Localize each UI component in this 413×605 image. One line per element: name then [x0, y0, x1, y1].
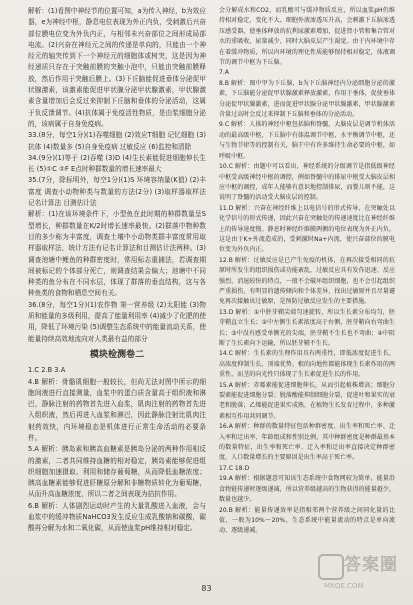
answer-paragraph: 34.(9分)(1)等于 (2)吞噬 (3)D (4)生长素能促进细胞伸长生长 (5)①C ②F E点时种群数量的增长速率最大 — [28, 153, 206, 174]
answer-paragraph: 解析：(1)看图中神经节的位置可知，a为传入神经，b为效应器，e为神经中枢，静息电位表现为外正内负，受刺激后兴奋部位膜电位变为外负内正，与相邻未兴奋部位之间形成局部电流。(2)兴奋在神经元之间的传递是单向的，只能由一个神经元的轴突传到下一个神经元的细胞体或树突，这是因为神经递质只存在于突触前膜的突触小泡中，只能由突触前膜释放，然后作用于突触后膜上。(3)下丘脑能促进垂体分泌促甲状腺激素，该激素能促进甲状腺分泌甲状腺激素，甲状腺激素含量增加后会反过来抑制下丘脑和垂体的分泌活动，这属于负反馈调节。(4)抗体属于免疫活性物质，是由浆细胞分泌的，该病属于自身免疫病。 — [28, 7, 206, 128]
right-column — [219, 6, 395, 537]
answer-paragraph: 15.A 解析：赤霉素能促进细胞伸长，从而引起植株增高；细胞分裂素能促进细胞分裂；脱落酸能抑制细胞分裂，促进叶和果实的衰老和脱落；乙烯能促进果实成熟，在植物生长发育过程中，多种激素相互作用共同调节。 — [219, 381, 395, 420]
answer-paragraph: 解析：(1)在该环境条件下，小型鱼在此时期的种群数量呈S型增长，种群数量在K/2时增长速率最快。(2)群落中物种数目的多少称为丰富度，调查土壤中小动物类群丰富度常用取样器取样法，统计方法有记名计算法和目测估计法两种。(3)调查池塘中鲤鱼的种群密度时，常用标志重捕法，若调查期间被标记的个体部分死亡，则调查结果会偏大；池塘中不同种类的鱼分布在不同水层，体现了群落的垂直结构，这与各种鱼类的食物和栖息空间有关。 — [28, 210, 206, 298]
answer-paragraph: 1.C 2.B 3.A — [28, 366, 66, 375]
answer-paragraph: 33.(8分，每空1分)(1)吞噬细胞 (2)效应T细胞 记忆细胞 (3)抗体 (4)数量多 (5)自身免疫病 过敏反应 (6)监控和清除 — [28, 131, 206, 151]
answer-paragraph: 19.A 解析：根据题意可知该生态系统中食物网较为简单，能量沿食物链传递时逐级递减，所以营养级越高的生物获得的能量越少，数量也越少。 — [219, 475, 395, 504]
answer-paragraph: 6.B 解析：人体剧烈运动时产生的大量乳酸进入血液，会与血浆中的缓冲物质NaHCO3发生反应生成乳酸钠和碳酸，碳酸再分解为水和二氧化碳，从而使血浆pH维持相对稳定。 — [28, 501, 206, 533]
answer-paragraph: 11.D 解析：兴奋在神经纤维上以电信号的形式传导，在突触处以化学信号的形式传递，因此兴奋在突触处的传递速度比在神经纤维上的传导速度慢。静息时神经纤维膜两侧的电位表现为外正内负，这是由于K+外流造成的，受刺激时Na+内流，使兴奋部位的膜电位变为外负内正。 — [219, 204, 395, 254]
answer-paragraph: 17.C 18.D — [219, 464, 250, 472]
answer-paragraph: 会分解成水和CO2，而乳酸可与缓冲物质反应，所以血浆pH仍维持相对稳定，变化不大。细胞外液渗透压升高，会刺激下丘脑渗透压感受器，使垂体释放的抗利尿激素增加，促进肾小管和集合管对水的重吸收，尿量减少，同时大脑皮层产生渴觉。由于内环境中存在着缓冲物质，所以内环境的理化性质能够保持相对稳定，体液调节的调节中枢为下丘脑。 — [219, 7, 395, 67]
left-bottom-block — [28, 365, 206, 534]
left-column — [28, 6, 206, 535]
answer-paragraph: 16.A 解析：种群的数量特征包括种群密度、出生率和死亡率、迁入率和迁出率、年龄组成和性别比例，其中种群密度是种群最基本的数量特征，出生率和死亡率、迁入率和迁出率直接决定种群密度，人口数量增长的主要原因是出生率高于死亡率。 — [219, 423, 395, 462]
answer-paragraph: 9.C 解析：人体的神经中枢包括脑和脊髓，大脑皮层是调节机体活动的最高级中枢，下丘脑中有体温调节中枢、水平衡调节中枢，还与生物节律等的控制有关，脑干中有许多维持生命必要的中枢，如呼吸中枢。 — [219, 121, 395, 160]
answer-paragraph: 36.(8分，每空1分)(1)农作物 第一营养级 (2)太阳能 (3)物质和能量的多级利用，提高了能量利用率 (4)减少了化肥的使用，降低了环境污染 (5)调整生态系统中的能量流动关系，使能量持续高效地流向对人类最有益的部分 — [28, 300, 206, 343]
right-block — [219, 6, 395, 537]
answer-paragraph: 4.B 解析：骨骼肌细胞一般较长，但尚无法对图中所示的细胞间液进行直接测量，血浆中的蛋白质含量高于组织液和淋巴，静脉注射的药物首先进入血浆，肌肉注射的药物首先进入组织液，然后再进入血浆和淋巴，因此静脉注射比肌肉注射药效快，内环境稳态是机体进行正常生命活动的必要条件。 — [28, 377, 206, 442]
watermark-url: MXQE.COM — [324, 582, 364, 590]
left-top-block — [28, 6, 206, 345]
watermark-text: 答案圈 — [344, 555, 398, 575]
answer-paragraph: 35.(7分，除标明外，每空1分)(1)S 环境容纳量(K值) (2)丰富度 调查小动物种类与数量的方法(2分) (3)取样器取样法 记名计算法 目测估计法 — [28, 176, 206, 208]
answer-paragraph: 5.A 解析：胰岛素和胰高血糖素是胰岛分泌的两种作用相反的激素，二者共同维持血糖的相对稳定，胰岛素能够促进组织细胞加速摄取、利用和储存葡萄糖，从而降低血糖浓度；胰高血糖素能够促进肝糖原分解和非糖物质转化为葡萄糖，从而升高血糖浓度，所以二者之间表现为拮抗作用。 — [28, 445, 206, 499]
page-number: 83 — [201, 584, 212, 593]
answer-paragraph: 20.B 解析：能量传递效率是指相邻两个营养级之间同化量的比值，一般为10%～20%，生态系统中能量流动的特点是单向流动、逐级递减。 — [219, 506, 395, 535]
answer-paragraph: 12.B 解析：过敏反应是已产生免疫的机体，在再次接受相同的抗原时所发生的组织损伤或功能紊乱，过敏反应具有发作迅速、反应强烈、消退较快的特点，一般不会破坏组织细胞，也不会引起组织严重损伤，有明显的遗传倾向和个体差异，找出过敏原并且尽量避免再次接触该过敏原，是预防过敏反应发生的主要措施。 — [219, 256, 395, 306]
answer-paragraph: 14.C 解析：生长素的生理作用具有两重性，即低浓度促进生长，高浓度抑制生长，顶端优势、根的向地性都能体现生长素作用的两重性，而茎的向光性只体现了生长素促进生长的作用。 — [219, 350, 395, 379]
answer-paragraph: 10.C 解析：由题中可以看出，神经系统的分级调节是指低级神经中枢受高级神经中枢的调控，例如脊髓中的排尿中枢受大脑皮层相应中枢的调控，成年人能够有意识地控制排尿，而婴儿则不能，这说明了脊髓的活动受大脑皮层的控制。 — [219, 163, 395, 202]
watermark-logo-icon — [318, 554, 344, 580]
answer-paragraph: 8.B 解析：图中甲为下丘脑，b为下丘脑神经内分泌细胞分泌的激素，下丘脑能分泌促甲状腺激素释放激素，作用于垂体，促使垂体分泌促甲状腺激素，进而促进甲状腺分泌甲状腺激素，甲状腺激素含量过高时会反过来抑制下丘脑和垂体的分泌活动。 — [219, 79, 395, 119]
answer-paragraph: 7.A — [219, 69, 229, 77]
answer-paragraph: 13.D 解析：①中胚芽鞘尖端匀速旋转，所以生长素分布均匀，胚芽鞘直立生长；②中左侧生长素浓度高于右侧，胚芽鞘向右弯曲生长；③中没有感受单侧光的尖端，胚芽鞘不生长也不弯曲；④中阻断了生长素向下运输，所以胚芽鞘不生长。 — [219, 308, 395, 347]
section-title: 模块检测卷二 — [89, 349, 145, 360]
